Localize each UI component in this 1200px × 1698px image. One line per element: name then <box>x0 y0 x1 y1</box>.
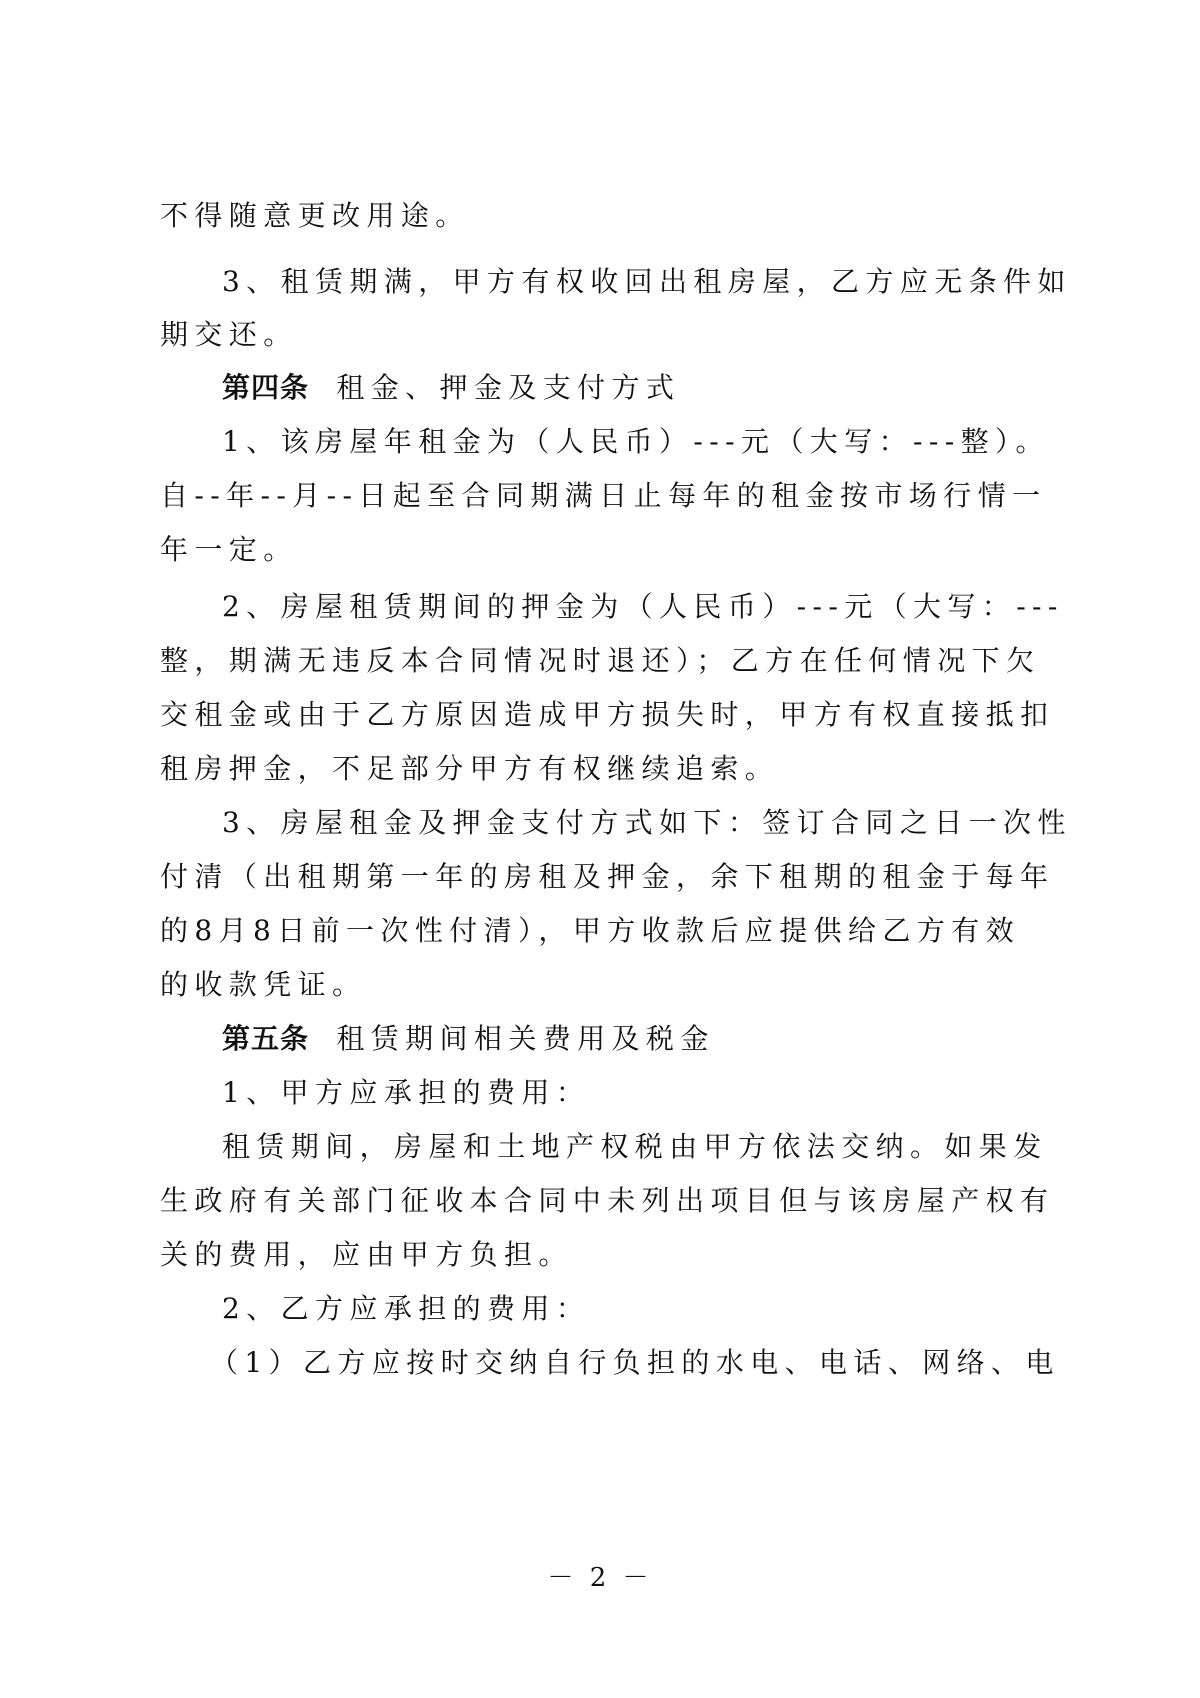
paragraph-line: （1）乙方应按时交纳自行负担的水电、电话、网络、电 <box>210 1346 1060 1379</box>
article-5-title: 租赁期间相关费用及税金 <box>336 1022 715 1055</box>
paragraph-line: 年一定。 <box>160 533 298 566</box>
paragraph-line: 的8月8日前一次性付清），甲方收款后应提供给乙方有效 <box>160 914 1021 947</box>
paragraph-line: 整，期满无违反本合同情况时退还）；乙方在任何情况下欠 <box>160 644 1041 677</box>
paragraph-line: 租房押金，不足部分甲方有权继续追索。 <box>160 752 780 785</box>
paragraph-line: 的收款凭证。 <box>160 968 367 1001</box>
paragraph-line: 期交还。 <box>160 318 298 351</box>
paragraph-line: 不得随意更改用途。 <box>160 199 470 232</box>
article-5-label: 第五条 <box>222 1022 310 1055</box>
paragraph-line: 3、房屋租金及押金支付方式如下：签订合同之日一次性 <box>222 806 1072 839</box>
paragraph-line: 付清（出租期第一年的房租及押金，余下租期的租金于每年 <box>160 860 1055 893</box>
paragraph-line: 交租金或由于乙方原因造成甲方损失时，甲方有权直接抵扣 <box>160 698 1055 731</box>
article-5-heading <box>222 1019 1060 1059</box>
article-4-title: 租金、押金及支付方式 <box>336 371 681 404</box>
paragraph-line: 2、房屋租赁期间的押金为（人民币）---元（大写：--- <box>222 590 1064 623</box>
paragraph-line: 生政府有关部门征收本合同中未列出项目但与该房屋产权有 <box>160 1184 1055 1217</box>
paragraph-line: 2、乙方应承担的费用： <box>222 1292 591 1325</box>
paragraph-line: 3、租赁期满，甲方有权收回出租房屋，乙方应无条件如 <box>222 265 1072 298</box>
paragraph-line: 1、甲方应承担的费用： <box>222 1076 591 1109</box>
paragraph-line: 租赁期间，房屋和土地产权税由甲方依法交纳。如果发 <box>222 1130 1048 1163</box>
article-4-label: 第四条 <box>222 371 310 404</box>
article-4-heading <box>222 368 1060 408</box>
paragraph-line: 1、该房屋年租金为（人民币）---元（大写：---整）。 <box>222 425 1050 458</box>
paragraph-line: 自--年--月--日起至合同期满日止每年的租金按市场行情一 <box>160 479 1047 512</box>
paragraph-line: 关的费用，应由甲方负担。 <box>160 1238 573 1271</box>
page-number: － 2 － <box>547 1563 653 1593</box>
